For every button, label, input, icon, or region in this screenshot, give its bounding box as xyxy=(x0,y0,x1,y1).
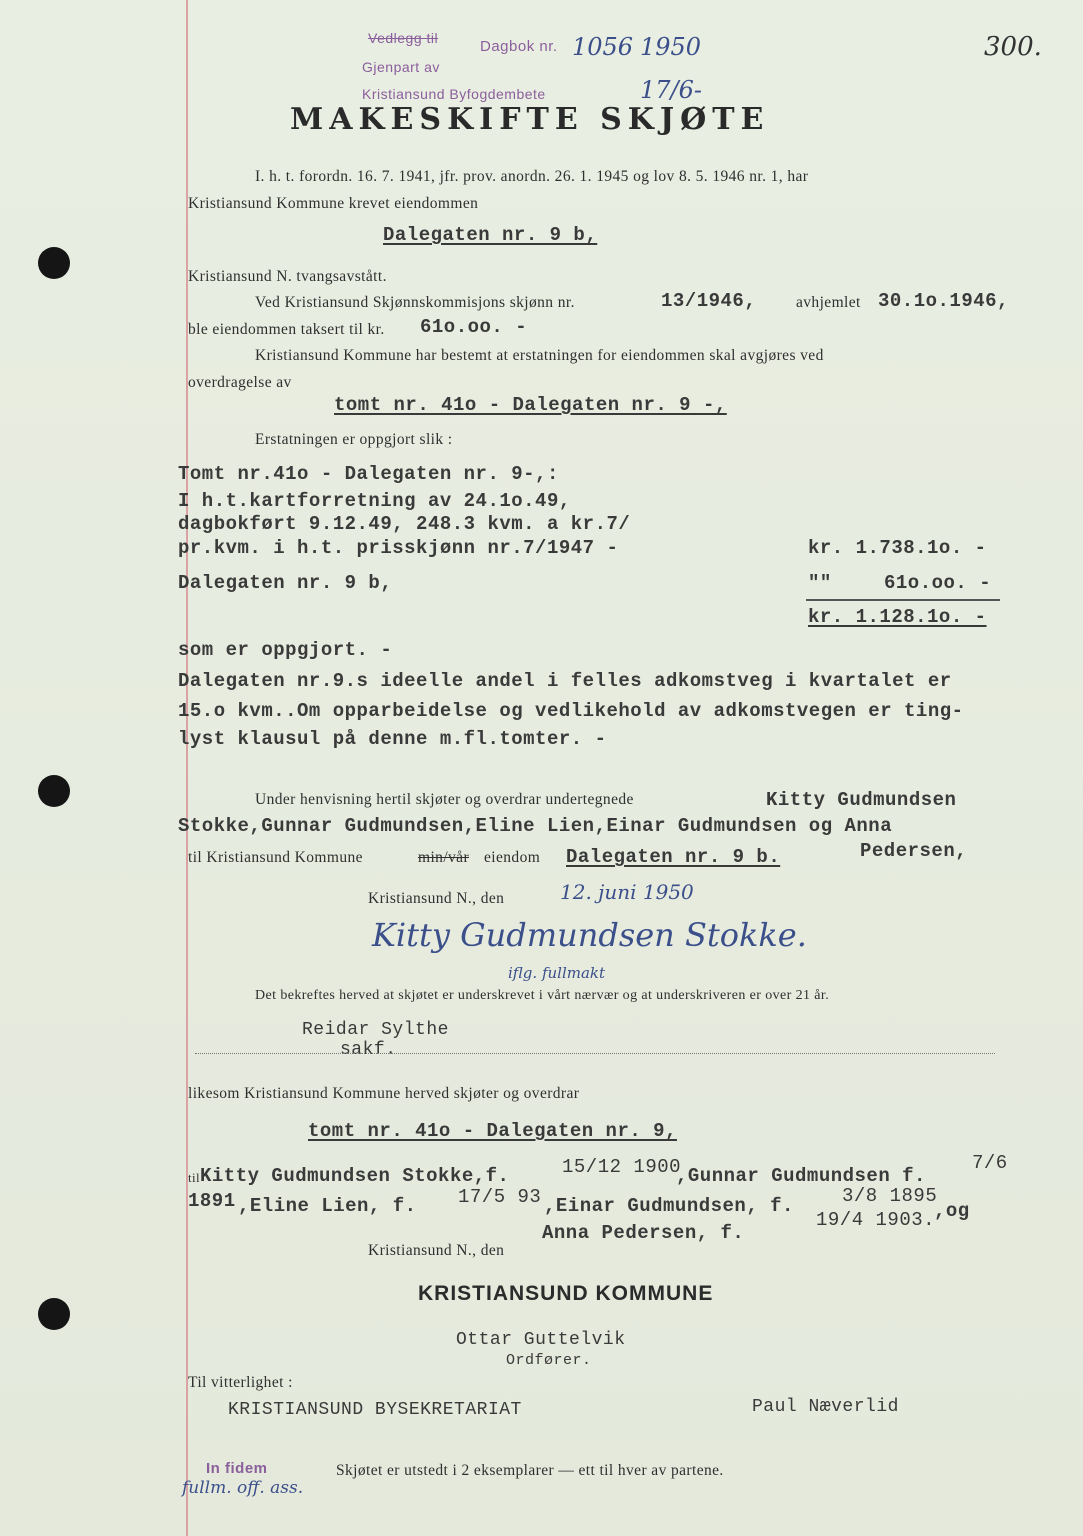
counter-r1d: 7/6 xyxy=(972,1152,1008,1174)
transfer-line-2a: til Kristiansund Kommune xyxy=(188,849,363,866)
counter-til: til xyxy=(188,1170,201,1185)
vitterlighet-label: Til vitterlighet : xyxy=(188,1374,293,1391)
bysekretariat: KRISTIANSUND BYSEKRETARIAT xyxy=(228,1400,522,1420)
counter-r2e: 3/8 1895 xyxy=(842,1185,938,1207)
stamp-line-3: Kristiansund Byfogdembete xyxy=(362,86,546,102)
taksert-value: 61o.oo. - xyxy=(420,316,528,338)
amount-2: 61o.oo. - xyxy=(884,572,992,594)
intro-line-6: Kristiansund Kommune har bestemt at erstatningen for eiendommen skal avgjøres ved xyxy=(255,347,824,364)
settlement-row-9: lyst klausul på denne m.fl.tomter. - xyxy=(178,728,607,750)
settlement-row-6: som er oppgjort. - xyxy=(178,639,393,661)
counter-line-1: likesom Kristiansund Kommune herved skjøter og overdrar xyxy=(188,1085,580,1102)
stamp-line-1: Vedlegg til xyxy=(368,30,439,46)
counter-r3b: 19/4 1903. xyxy=(816,1209,936,1231)
intro-line-7: overdragelse av xyxy=(188,374,292,391)
transfer-names-2: Stokke,Gunnar Gudmundsen,Eline Lien,Einar Gudmundsen og Anna xyxy=(178,815,893,837)
witness-title: sakf. xyxy=(340,1040,397,1060)
settlement-row-7: Dalegaten nr.9.s ideelle andel i felles adkomstveg i kvartalet er xyxy=(178,670,952,692)
transfer-line-1: Under henvisning hertil skjøter og overdrar undertegnede xyxy=(255,791,634,808)
counter-r1c: ,Gunnar Gudmundsen f. xyxy=(676,1165,926,1187)
transfer-line-2b: min/vår xyxy=(418,849,470,866)
witness-2: Paul Næverlid xyxy=(752,1397,899,1417)
counter-r2b: ,Eline Lien, f. xyxy=(238,1195,417,1217)
counter-r1b: 15/12 1900 xyxy=(562,1156,682,1178)
property-name: Dalegaten nr. 9 b, xyxy=(383,224,598,246)
intro-line-3: Kristiansund N. tvangsavstått. xyxy=(188,268,387,285)
tomt-line: tomt nr. 41o - Dalegaten nr. 9 -, xyxy=(334,394,727,416)
transfer-names-1: Kitty Gudmundsen xyxy=(766,789,957,811)
amount-1: kr. 1.738.1o. - xyxy=(808,537,987,559)
counter-r3a: Anna Pedersen, f. xyxy=(542,1222,745,1244)
amount-2-prefix: "" xyxy=(808,572,832,594)
closing-text: Skjøtet er utstedt i 2 eksemplarer — ett til hver av partene. xyxy=(336,1462,724,1479)
settlement-row-8: 15.o kvm..Om opparbeidelse og vedlikehold av adkomstvegen er ting- xyxy=(178,700,964,722)
witness-name: Reidar Sylthe xyxy=(302,1020,449,1040)
dagbok-number: 1056 xyxy=(572,33,634,61)
settlement-row-1: Tomt nr.41o - Dalegaten nr. 9-,: xyxy=(178,463,559,485)
margin-line xyxy=(186,0,188,1536)
counter-place-date: Kristiansund N., den xyxy=(368,1242,505,1259)
transfer-property: Dalegaten nr. 9 b. xyxy=(566,846,781,868)
sum-rule xyxy=(806,599,1000,601)
page-title: MAKESKIFTE SKJØTE xyxy=(290,102,770,137)
intro-line-1: I. h. t. forordn. 16. 7. 1941, jfr. prov. anordn. 26. 1. 1945 og lov 8. 5. 1946 nr. 1, har xyxy=(255,168,809,185)
counter-r2d: ,Einar Gudmundsen, f. xyxy=(544,1195,794,1217)
settlement-row-3: dagbokført 9.12.49, 248.3 kvm. a kr.7/ xyxy=(178,513,631,535)
mayor-name: Ottar Guttelvik xyxy=(456,1330,626,1350)
signing-date: 12. juni 1950 xyxy=(560,880,694,904)
settlement-row-2: I h.t.kartforretning av 24.1o.49, xyxy=(178,490,571,512)
in-fidem-stamp: In fidem xyxy=(206,1460,268,1477)
transfer-names-3: Pedersen, xyxy=(860,840,968,862)
counter-r1a: Kitty Gudmundsen Stokke,f. xyxy=(200,1165,510,1187)
counter-r2a: 1891 xyxy=(188,1190,236,1212)
counter-tomt: tomt nr. 41o - Dalegaten nr. 9, xyxy=(308,1120,677,1142)
confirm-text: Det bekreftes herved at skjøtet er underskrevet i vårt nærvær og at underskriveren er over 21 år. xyxy=(255,988,830,1003)
transfer-line-2c: eiendom xyxy=(484,849,541,866)
kommune-name: KRISTIANSUND KOMMUNE xyxy=(418,1282,714,1305)
dagbok-year: 1950 xyxy=(640,33,702,61)
dagbok-label: Dagbok nr. xyxy=(480,38,558,55)
mayor-title: Ordfører. xyxy=(506,1352,592,1369)
intro-line-4: Ved Kristiansund Skjønnskommisjons skjønn nr. xyxy=(255,294,575,311)
page-number: 300. xyxy=(984,32,1042,62)
avhjemlet-date: 30.1o.1946, xyxy=(878,290,1009,312)
intro-line-8: Erstatningen er oppgjort slik : xyxy=(255,431,453,448)
place-date-label: Kristiansund N., den xyxy=(368,890,505,907)
stamp-line-2: Gjenpart av xyxy=(362,59,440,75)
signature-kitty: Kitty Gudmundsen Stokke. xyxy=(372,916,807,954)
avhjemlet-label: avhjemlet xyxy=(796,294,861,311)
intro-line-2: Kristiansund Kommune krevet eiendommen xyxy=(188,195,479,212)
divider xyxy=(195,1053,995,1054)
counter-r2c: 17/5 93 xyxy=(458,1186,542,1208)
amount-total: kr. 1.128.1o. - xyxy=(808,606,987,628)
skjonn-number: 13/1946, xyxy=(661,290,757,312)
dagbok-date: 17/6- xyxy=(640,76,703,104)
settlement-row-4: pr.kvm. i h.t. prisskjønn nr.7/1947 - xyxy=(178,537,619,559)
punch-hole xyxy=(38,775,70,807)
in-fidem-signature: fullm. off. ass. xyxy=(182,1478,304,1498)
settlement-row-5: Dalegaten nr. 9 b, xyxy=(178,572,393,594)
punch-hole xyxy=(38,1298,70,1330)
iflg-fullmakt: iflg. fullmakt xyxy=(508,964,606,982)
counter-r2f: ,og xyxy=(934,1200,970,1222)
intro-line-5: ble eiendommen taksert til kr. xyxy=(188,321,385,338)
punch-hole xyxy=(38,247,70,279)
